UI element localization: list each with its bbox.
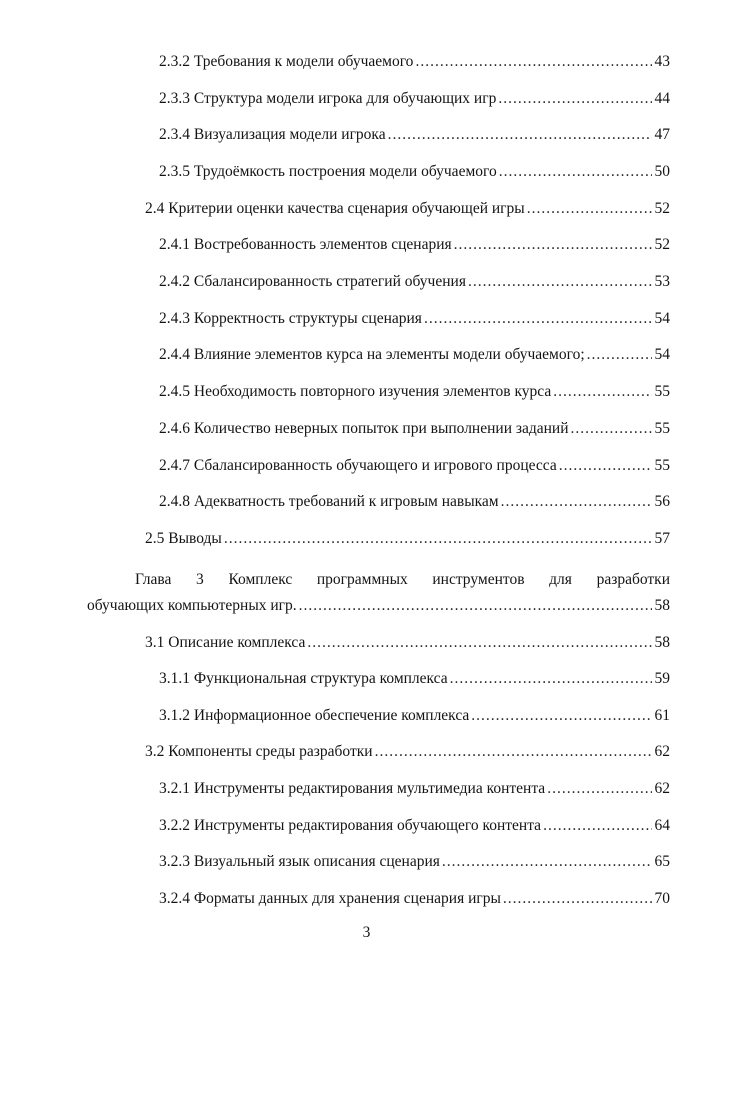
toc-leader-dots [499, 161, 652, 183]
toc-entry-page: 65 [654, 853, 670, 870]
toc-entry-2-3-4[interactable] [159, 124, 670, 146]
toc-entry-label: 3.2 Компоненты среды разработки [145, 743, 373, 760]
toc-entry-page: 55 [654, 457, 670, 474]
toc-leader-dots [527, 198, 652, 220]
toc-entry-page: 44 [654, 90, 670, 107]
toc-leader-dots [547, 778, 651, 800]
toc-entry-page: 59 [654, 670, 670, 687]
toc-entry-page: 58 [654, 634, 670, 651]
toc-entry-label: 2.5 Выводы [145, 530, 222, 547]
toc-entry-label: 3.2.1 Инструменты редактирования мультимедиа контента [159, 780, 546, 797]
toc-entry-label: 2.4.7 Сбалансированность обучающего и игрового процесса [159, 457, 557, 474]
toc-entry-label: 3.1.1 Функциональная структура комплекса [159, 670, 448, 687]
toc-entry-page: 54 [654, 310, 670, 327]
toc-entry-page: 70 [654, 890, 670, 907]
toc-entry-label: 2.3.3 Структура модели игрока для обучающих игр [159, 90, 497, 107]
toc-entry-label: 2.4.4 Влияние элементов курса на элементы модели обучаемого; [159, 346, 585, 363]
toc-entry-label: 2.4.1 Востребованность элементов сценария [159, 236, 452, 253]
toc-entry-label: 2.4.3 Корректность структуры сценария [159, 310, 422, 327]
toc-leader-dots [415, 51, 651, 73]
toc-entry-label: 3.2.3 Визуальный язык описания сценария [159, 853, 440, 870]
toc-leader-dots [424, 308, 652, 330]
toc-entry-label: 3.2.4 Форматы данных для хранения сценария игры [159, 890, 501, 907]
toc-entry-page: 54 [654, 346, 670, 363]
toc-entry-label: 2.4.2 Сбалансированность стратегий обучения [159, 273, 466, 290]
toc-entry-page: 62 [654, 780, 670, 797]
toc-entry-2-4[interactable] [145, 198, 670, 220]
toc-entry-2-4-1[interactable] [159, 234, 670, 256]
toc-entry-3-2-2[interactable] [159, 815, 670, 837]
toc-entry-label: 2.3.2 Требования к модели обучаемого [159, 53, 414, 70]
toc-entry-2-5[interactable] [145, 528, 670, 550]
toc-entry-page: 47 [654, 126, 670, 143]
toc-leader-dots [442, 851, 652, 873]
toc-entry-label: 2.4 Критерии оценки качества сценария обучающей игры [145, 200, 525, 217]
toc-entry-label: 3.1 Описание комплекса [145, 634, 306, 651]
toc-entry-page: 55 [654, 420, 670, 437]
toc-entry-label: 2.3.4 Визуализация модели игрока [159, 126, 386, 143]
toc-entry-2-4-3[interactable] [159, 308, 670, 330]
toc-entry-3-2-4[interactable] [159, 888, 670, 910]
toc-leader-dots [307, 632, 651, 654]
toc-leader-dots [299, 595, 652, 617]
toc-entry-page: 43 [654, 53, 670, 70]
toc-entry-2-4-5[interactable] [159, 381, 670, 403]
toc-leader-dots [388, 124, 652, 146]
toc-entry-label: 3.2.2 Инструменты редактирования обучающего контента [159, 817, 542, 834]
toc-entry-3-2-3[interactable] [159, 851, 670, 873]
toc-leader-dots [375, 741, 652, 763]
page-number: 3 [362, 924, 371, 941]
toc-leader-dots [450, 668, 652, 690]
toc-entry-2-4-7[interactable] [159, 455, 670, 477]
toc-entry-2-4-2[interactable] [159, 271, 670, 293]
toc-leader-dots [587, 344, 652, 366]
toc-entry-3-1[interactable] [145, 632, 670, 654]
toc-entry-page: 52 [654, 200, 670, 217]
toc-entry-label: 3.1.2 Информационное обеспечение комплекса [159, 707, 470, 724]
toc-entry-2-4-8[interactable] [159, 491, 670, 513]
toc-leader-dots [503, 888, 652, 910]
toc-entry-page: 56 [654, 493, 670, 510]
toc-entry-page: 61 [654, 707, 670, 724]
toc-entry-page: 58 [654, 597, 670, 614]
toc-entry-page: 53 [654, 273, 670, 290]
toc-entry-page: 62 [654, 743, 670, 760]
toc-entry-label: 2.4.5 Необходимость повторного изучения элементов курса [159, 383, 552, 400]
toc-leader-dots [559, 455, 652, 477]
toc-entry-3-1-1[interactable] [159, 668, 670, 690]
toc-entry-label: 2.4.6 Количество неверных попыток при выполнении заданий [159, 420, 569, 437]
toc-leader-dots [468, 271, 652, 293]
toc-entry-2-3-5[interactable] [159, 161, 670, 183]
toc-leader-dots [571, 418, 652, 440]
toc-entry-page: 50 [654, 163, 670, 180]
toc-chapter-3-title-line1[interactable]: Глава 3 Комплекс программных инструментов для разработки [135, 571, 670, 588]
toc-entry-2-4-6[interactable] [159, 418, 670, 440]
toc-leader-dots [501, 491, 652, 513]
toc-entry-page: 52 [654, 236, 670, 253]
toc-chapter-3[interactable] [87, 595, 670, 617]
toc-entry-3-1-2[interactable] [159, 705, 670, 727]
toc-leader-dots [454, 234, 652, 256]
toc-leader-dots [498, 88, 651, 110]
toc-entry-2-3-3[interactable] [159, 88, 670, 110]
toc-entry-3-2[interactable] [145, 741, 670, 763]
toc-entry-2-3-2[interactable] [159, 51, 670, 73]
toc-entry-label: 2.4.8 Адекватность требований к игровым навыкам [159, 493, 499, 510]
toc-entry-2-4-4[interactable] [159, 344, 670, 366]
toc-chapter-3-title-line2: обучающих компьютерных игр. [87, 597, 297, 614]
toc-entry-label: 2.3.5 Трудоёмкость построения модели обучаемого [159, 163, 497, 180]
toc-entry-page: 55 [654, 383, 670, 400]
toc-leader-dots [553, 381, 651, 403]
toc-leader-dots [543, 815, 651, 837]
toc-entry-3-2-1[interactable] [159, 778, 670, 800]
toc-entry-page: 64 [654, 817, 670, 834]
toc-leader-dots [224, 528, 652, 550]
toc-entry-page: 57 [654, 530, 670, 547]
toc-leader-dots [471, 705, 651, 727]
